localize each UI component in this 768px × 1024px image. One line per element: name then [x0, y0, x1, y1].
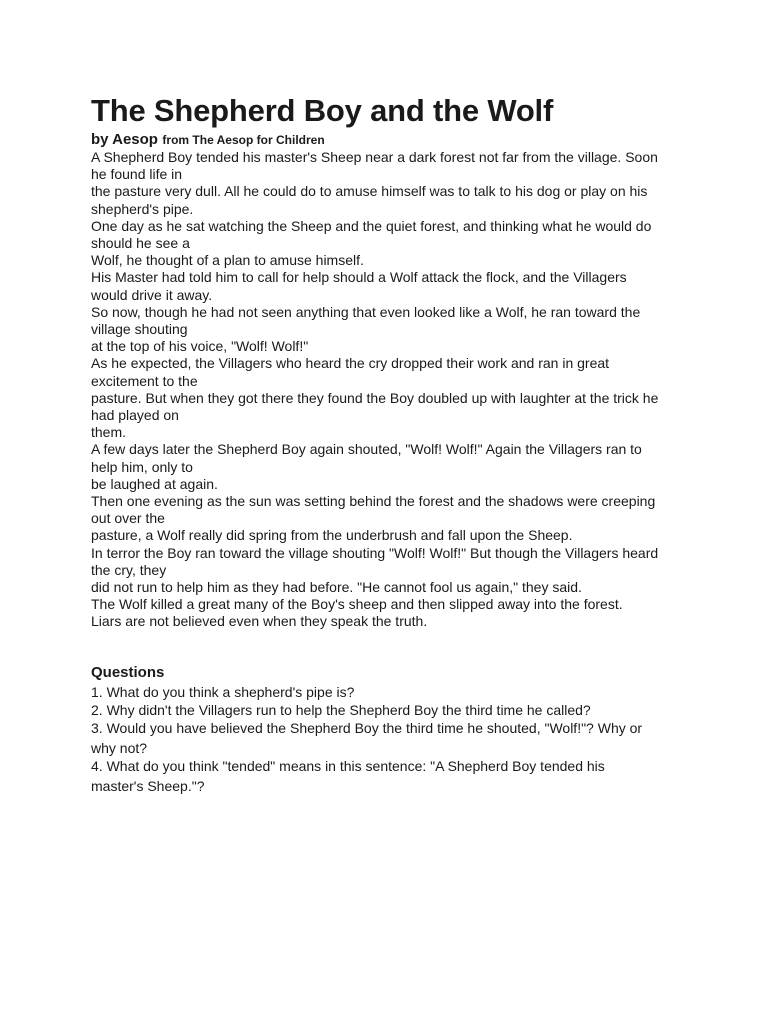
question-line: 2. Why didn't the Villagers run to help the Shepherd Boy the third time he called? — [91, 701, 591, 718]
question-item — [91, 683, 691, 701]
story-line: In terror the Boy ran toward the village shouting "Wolf! Wolf!" But though the Villagers heard — [91, 544, 659, 561]
story-line: village shouting — [91, 321, 188, 338]
story-line: As he expected, the Villagers who heard the cry dropped their work and ran in great — [91, 355, 610, 372]
story-line: Wolf, he thought of a plan to amuse himself. — [91, 252, 364, 269]
story-line: One day as he sat watching the Sheep and the quiet forest, and thinking what he would do — [91, 217, 652, 234]
questions-list — [91, 683, 691, 795]
story-line: pasture, a Wolf really did spring from the underbrush and fall upon the Sheep. — [91, 527, 573, 544]
story-line: did not run to help him as they had before. "He cannot fool us again," they said. — [91, 579, 582, 596]
question-line: master's Sheep."? — [91, 777, 205, 794]
story-line: would drive it away. — [91, 286, 213, 303]
story-line: at the top of his voice, "Wolf! Wolf!" — [91, 338, 309, 355]
story-line: Liars are not believed even when they speak the truth. — [91, 613, 428, 630]
story-line: the cry, they — [91, 561, 167, 578]
byline — [91, 131, 691, 149]
story-line: A Shepherd Boy tended his master's Sheep near a dark forest not far from the village. Soon — [91, 149, 658, 165]
story-line: help him, only to — [91, 458, 193, 475]
story-line: them. — [91, 424, 127, 441]
questions-heading: Questions — [91, 663, 165, 681]
story-line: be laughed at again. — [91, 475, 218, 492]
document-page — [91, 93, 691, 795]
story-line: he found life in — [91, 166, 183, 183]
story-body — [91, 149, 691, 631]
story-line: the pasture very dull. All he could do to amuse himself was to talk to his dog or play on his — [91, 183, 648, 200]
story-line: pasture. But when they got there they found the Boy doubled up with laughter at the trick he — [91, 389, 659, 406]
story-line: excitement to the — [91, 372, 198, 389]
question-item — [91, 701, 691, 719]
question-item — [91, 719, 691, 757]
story-line: out over the — [91, 510, 165, 527]
story-line: So now, though he had not seen anything that even looked like a Wolf, he ran toward the — [91, 303, 641, 320]
question-line: 1. What do you think a shepherd's pipe is? — [91, 683, 355, 700]
question-line: why not? — [91, 739, 148, 756]
author-line: by Aesop — [91, 131, 158, 148]
story-line: Then one evening as the sun was setting behind the forest and the shadows were creeping — [91, 493, 656, 510]
question-line: 4. What do you think "tended" means in this sentence: "A Shepherd Boy tended his — [91, 757, 605, 774]
questions-section — [91, 663, 691, 795]
question-line: 3. Would you have believed the Shepherd Boy the third time he shouted, "Wolf!"? Why or — [91, 719, 643, 736]
story-title: The Shepherd Boy and the Wolf — [91, 93, 554, 128]
story-line: should he see a — [91, 235, 190, 252]
source-line: from The Aesop for Children — [162, 133, 325, 147]
story-line: His Master had told him to call for help should a Wolf attack the flock, and the Villagers — [91, 269, 627, 286]
story-line: The Wolf killed a great many of the Boy's sheep and then slipped away into the forest. — [91, 596, 623, 613]
story-line: had played on — [91, 407, 179, 424]
question-item — [91, 757, 691, 795]
story-line: shepherd's pipe. — [91, 200, 194, 217]
story-line: A few days later the Shepherd Boy again shouted, "Wolf! Wolf!" Again the Villagers ran to — [91, 441, 642, 458]
